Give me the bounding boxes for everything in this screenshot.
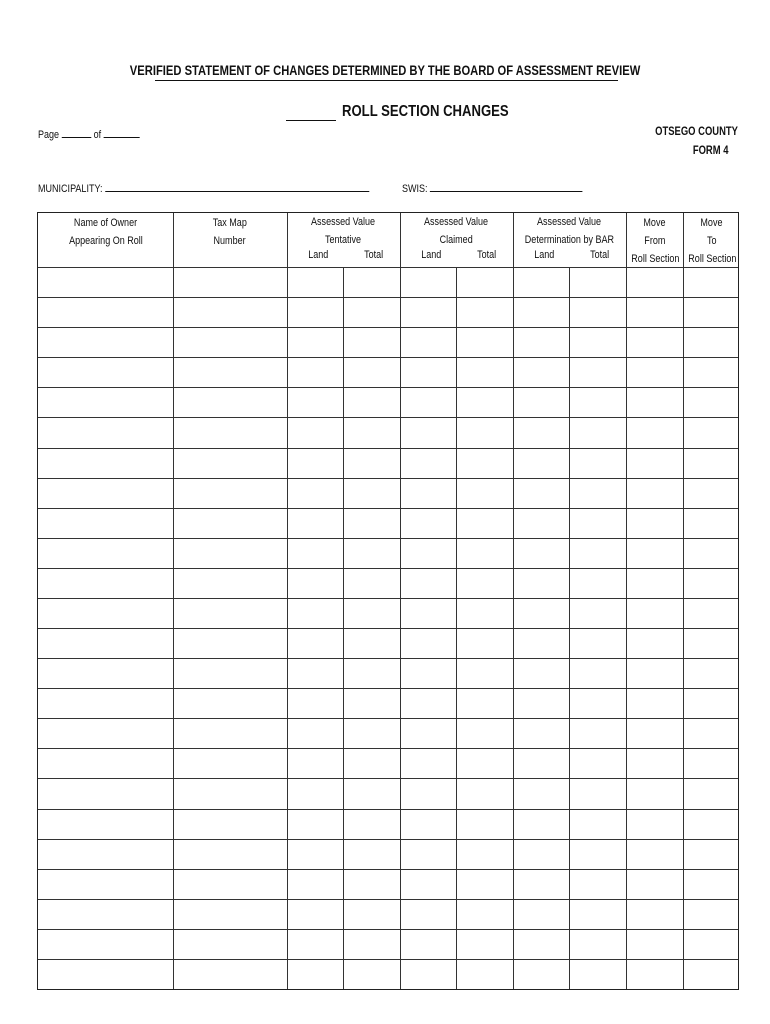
table-row[interactable]	[38, 628, 738, 629]
table-row[interactable]	[38, 929, 738, 930]
title-underline	[155, 80, 618, 81]
column-divider	[513, 213, 514, 989]
table-row[interactable]	[38, 478, 738, 479]
table-row[interactable]	[38, 387, 738, 388]
swis-field[interactable]	[430, 181, 583, 192]
municipality-field[interactable]	[105, 181, 369, 192]
subheader-claimed-land: Land	[421, 249, 442, 261]
table-row[interactable]	[38, 718, 738, 719]
table-row[interactable]	[38, 658, 738, 659]
table-row[interactable]	[38, 538, 738, 539]
table-row[interactable]	[38, 357, 738, 358]
table-row[interactable]	[38, 568, 738, 569]
table-row[interactable]	[38, 297, 738, 298]
county-name: OTSEGO COUNTY	[655, 126, 738, 138]
table-row[interactable]	[38, 809, 738, 810]
table-row[interactable]	[38, 448, 738, 449]
municipality-line	[38, 181, 369, 195]
page-number-line	[38, 127, 140, 141]
table-row[interactable]	[38, 869, 738, 870]
table-row[interactable]	[38, 417, 738, 418]
section-title: ROLL SECTION CHANGES	[286, 103, 545, 121]
table-row[interactable]	[38, 688, 738, 689]
table-row[interactable]	[38, 598, 738, 599]
header-tax-map: Tax Map Number	[212, 217, 248, 247]
page-total-field[interactable]	[104, 127, 140, 138]
column-divider	[626, 213, 627, 989]
table-row[interactable]	[38, 267, 738, 268]
form-title: VERIFIED STATEMENT OF CHANGES DETERMINED BY THE BOARD OF ASSESSMENT REVIEW	[129, 62, 641, 78]
swis-label: SWIS:	[402, 183, 428, 195]
page-number-field[interactable]	[62, 127, 92, 138]
subheader-tentative-total: Total	[364, 249, 384, 261]
page-label: Page	[38, 129, 60, 141]
column-divider	[400, 213, 401, 989]
of-label: of	[93, 129, 102, 141]
table-row[interactable]	[38, 778, 738, 779]
roll-section-changes-table	[37, 212, 739, 990]
subheader-bar-total: Total	[590, 249, 610, 261]
table-row[interactable]	[38, 327, 738, 328]
header-owner: Name of Owner Appearing On Roll	[68, 217, 143, 247]
form-number: FORM 4	[692, 145, 728, 157]
header-av-bar: Assessed Value Determination by BAR	[524, 216, 615, 246]
table-row[interactable]	[38, 839, 738, 840]
table-row[interactable]	[38, 748, 738, 749]
header-move-from: Move From Roll Section	[631, 217, 680, 265]
header-av-claimed: Assessed Value Claimed	[424, 216, 489, 246]
section-title-blank[interactable]	[286, 104, 336, 121]
header-move-to: Move To Roll Section	[688, 217, 737, 265]
column-divider	[287, 213, 288, 989]
municipality-label: MUNICIPALITY:	[38, 183, 103, 195]
swis-line	[402, 181, 583, 195]
table-row[interactable]	[38, 899, 738, 900]
subheader-bar-land: Land	[534, 249, 555, 261]
column-divider	[173, 213, 174, 989]
table-row[interactable]	[38, 959, 738, 960]
table-row[interactable]	[38, 508, 738, 509]
subheader-claimed-total: Total	[477, 249, 497, 261]
header-av-tentative: Assessed Value Tentative	[311, 216, 376, 246]
subheader-tentative-land: Land	[308, 249, 329, 261]
column-divider	[683, 213, 684, 989]
